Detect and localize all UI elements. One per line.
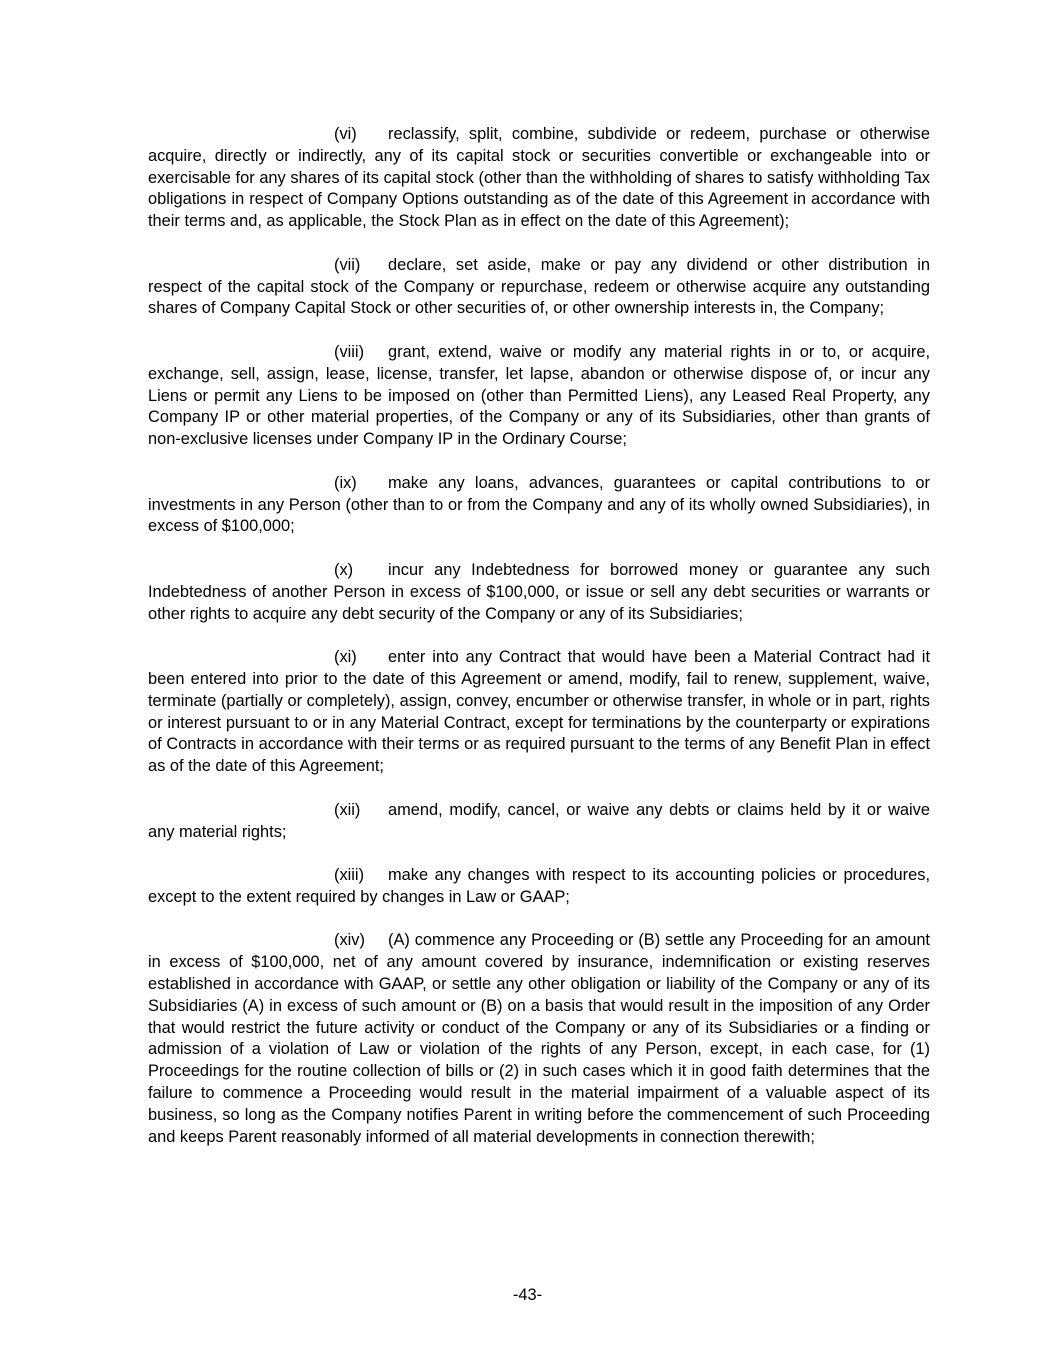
clause-text: incur any Indebtedness for borrowed money or guarantee any such Indebtedness of another Person in excess of $100,000, or issue or sell any debt securities or warrants or other rights to acquire any debt security of the Company or any of its Subsidiaries; bbox=[148, 560, 930, 623]
clause-xiii bbox=[148, 865, 930, 909]
clause-number: (xiii) bbox=[334, 866, 365, 885]
clause-xiv bbox=[148, 930, 930, 1148]
clause-number: (vii) bbox=[334, 255, 361, 274]
clause-vii bbox=[148, 255, 930, 320]
clause-xi bbox=[148, 647, 930, 778]
clause-text: (A) commence any Proceeding or (B) settle any Proceeding for an amount in excess of $100,000, net of any amount covered by insurance, indemnification or existing reserves established in accordance with GAAP, or settle any other obligation or liability of the Company or any of its Subsidiaries (A) in excess of such amount or (B) on a basis that would result in the imposition of any Order that would restrict the future activity or conduct of the Company or any of its Subsidiaries or a finding or admission of a violation of Law or violation of the rights of any Person, except, in each case, for (1) Proceedings for the routine collection of bills or (2) in such cases which it in good faith determines that the failure to commence a Proceeding would result in the material impairment of a valuable aspect of its business, so long as the Company notifies Parent in writing before the commencement of such Proceeding and keeps Parent reasonably informed of all material developments in connection therewith; bbox=[148, 931, 930, 1146]
page-number: -43- bbox=[512, 1286, 543, 1304]
clause-text: amend, modify, cancel, or waive any debts or claims held by it or waive any material rights; bbox=[148, 800, 930, 841]
clause-text: enter into any Contract that would have been a Material Contract had it been entered into prior to the date of this Agreement or amend, modify, fail to renew, supplement, waive, terminate (partially or completely), assign, convey, encumber or otherwise transfer, in whole or in part, rights or interest pursuant to or in any Material Contract, except for terminations by the counterparty or expirations of Contracts in accordance with their terms or as required pursuant to the terms of any Benefit Plan in effect as of the date of this Agreement; bbox=[148, 648, 930, 776]
clause-number: (x) bbox=[334, 560, 354, 579]
clause-ix bbox=[148, 473, 930, 538]
clause-text: make any loans, advances, guarantees or capital contributions to or investments in any Person (other than to or from the Company and any of its wholly owned Subsidiaries), in excess of $100,000; bbox=[148, 473, 930, 536]
clause-number: (xii) bbox=[334, 800, 361, 819]
clause-number: (xi) bbox=[334, 648, 357, 667]
clause-text: grant, extend, waive or modify any material rights in or to, or acquire, exchange, sell, assign, lease, license, transfer, let lapse, abandon or otherwise dispose of, or incur any Liens or permit any Liens to be imposed on (other than Permitted Liens), any Leased Real Property, any Company IP or other material properties, of the Company or any of its Subsidiaries, other than grants of non-exclusive licenses under Company IP in the Ordinary Course; bbox=[148, 342, 930, 449]
clause-number: (xiv) bbox=[334, 931, 365, 950]
clause-xii bbox=[148, 800, 930, 844]
clause-vi bbox=[148, 124, 930, 233]
clause-viii bbox=[148, 342, 930, 451]
clause-number: (ix) bbox=[334, 473, 357, 492]
clause-text: reclassify, split, combine, subdivide or redeem, purchase or otherwise acquire, directly or indirectly, any of its capital stock or securities convertible or exchangeable into or exercisable for any shares of its capital stock (other than the withholding of shares to satisfy withholding Tax obligations in respect of Company Options outstanding as of the date of this Agreement in accordance with their terms and, as applicable, the Stock Plan as in effect on the date of this Agreement); bbox=[148, 125, 930, 231]
clause-x bbox=[148, 560, 930, 625]
clause-text: make any changes with respect to its accounting policies or procedures, except to the extent required by changes in Law or GAAP; bbox=[148, 866, 930, 906]
document-body bbox=[148, 124, 930, 1170]
clause-number: (viii) bbox=[334, 342, 365, 361]
clause-text: declare, set aside, make or pay any dividend or other distribution in respect of the capital stock of the Company or repurchase, redeem or otherwise acquire any outstanding shares of Company Capital Stock or other securities of, or other ownership interests in, the Company; bbox=[148, 255, 930, 318]
clause-number: (vi) bbox=[334, 125, 357, 143]
